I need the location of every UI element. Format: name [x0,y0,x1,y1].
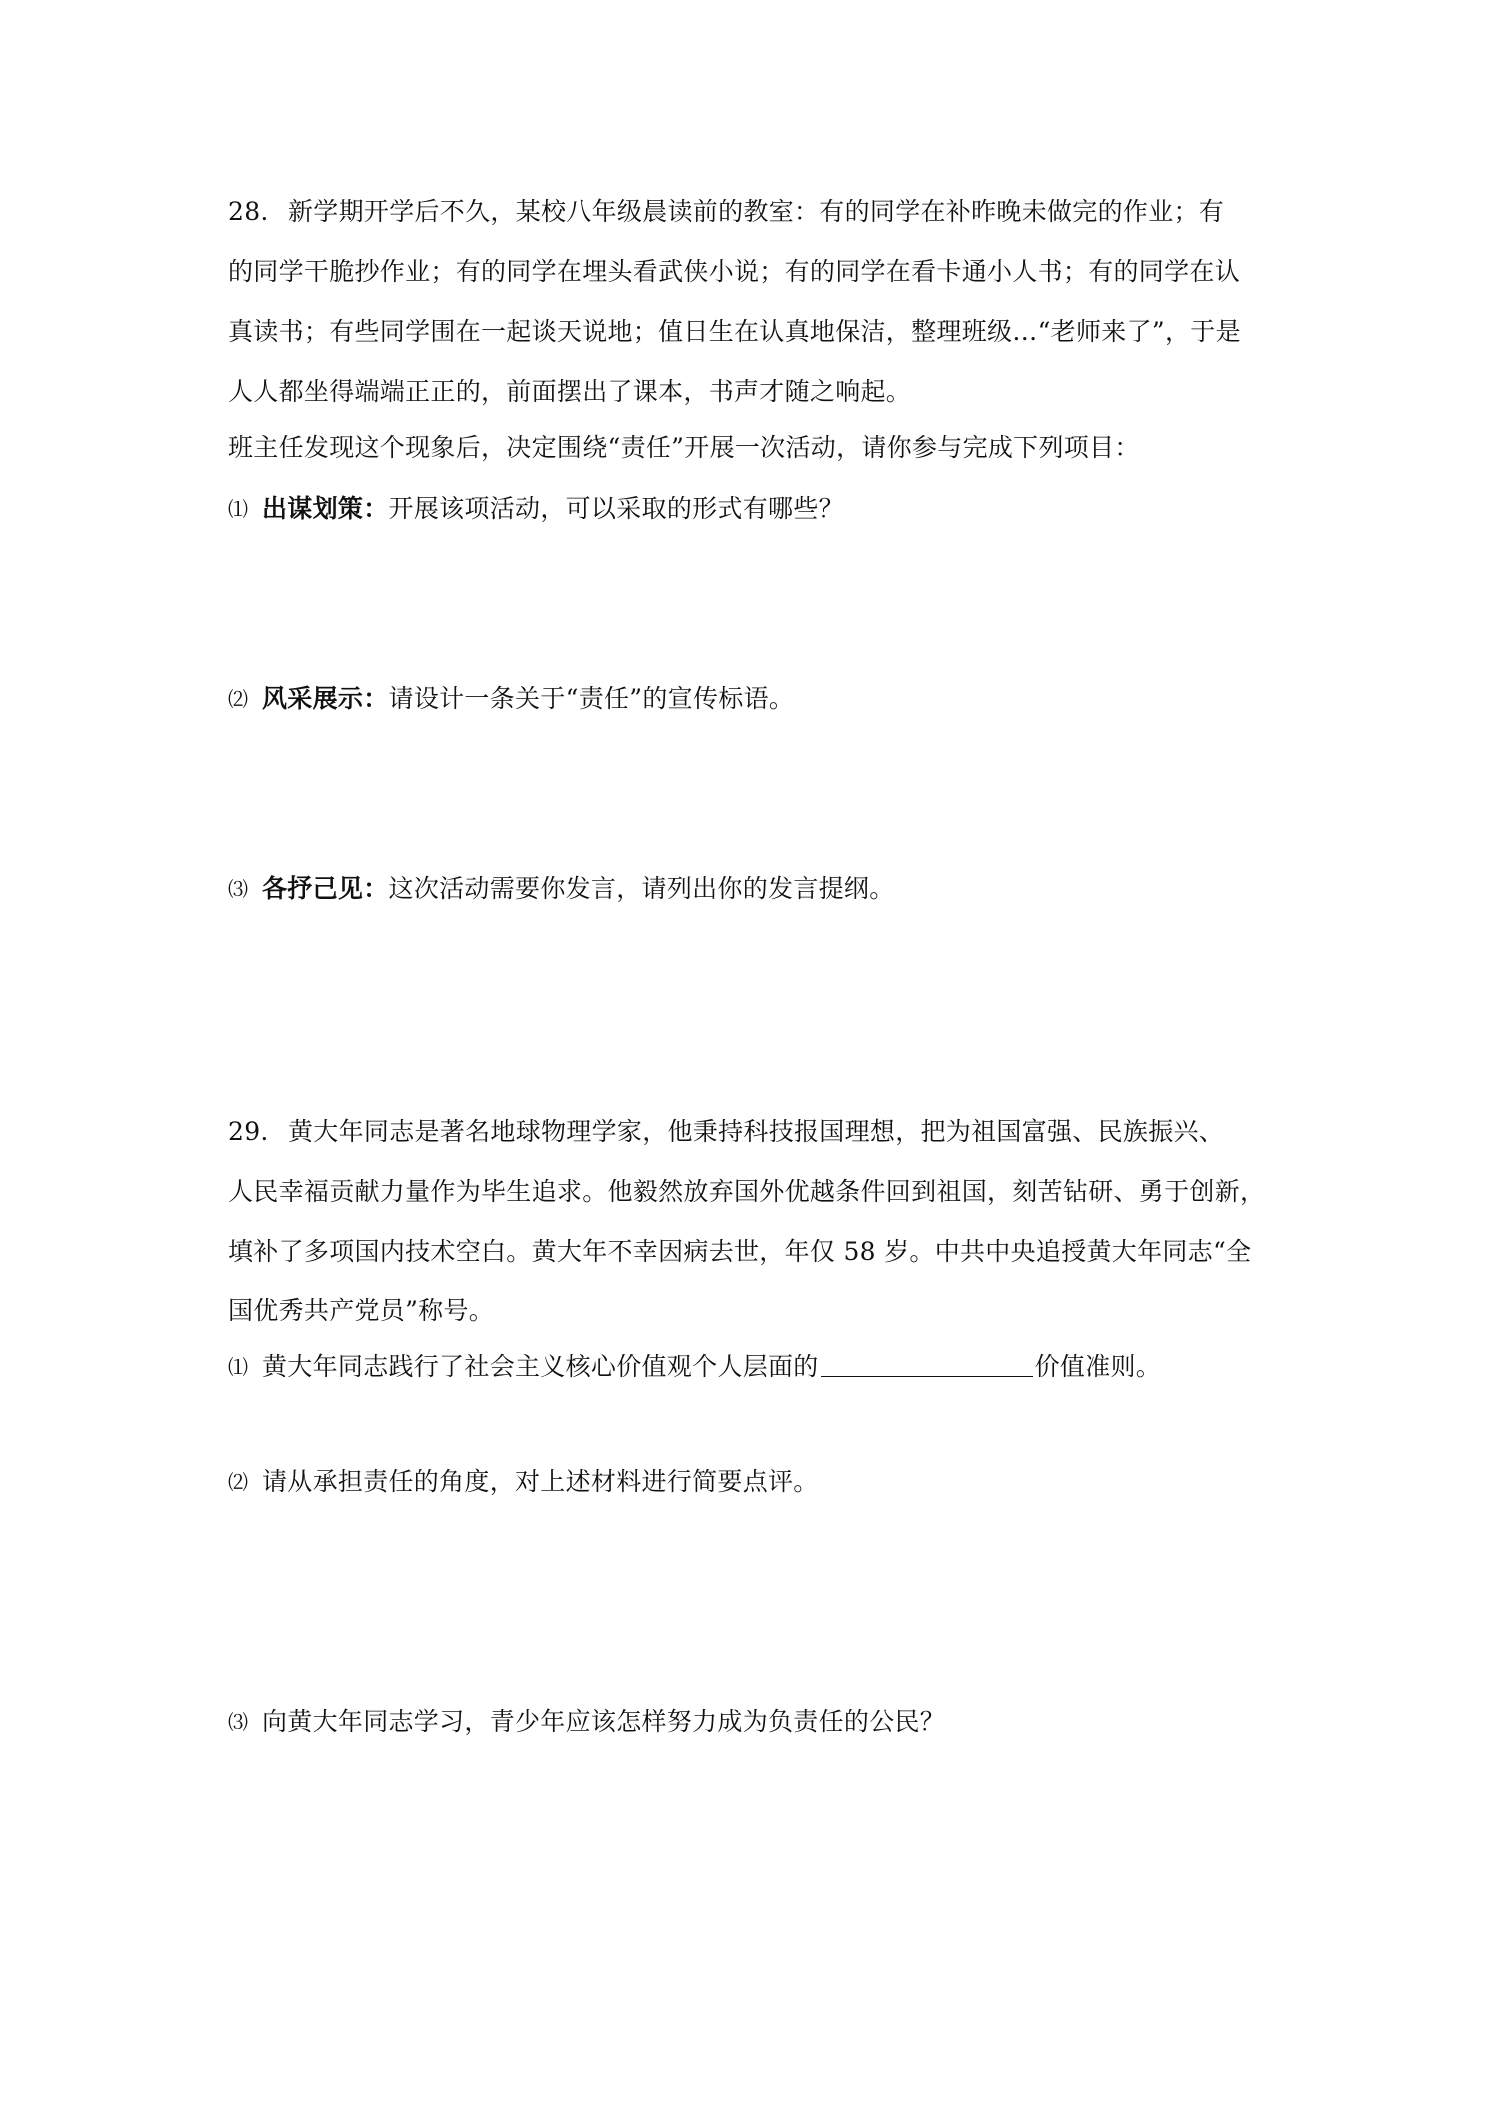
q28-sub-2-text: 请设计一条关于“责任”的宣传标语。 [388,684,795,713]
q29-line-4: 国优秀共产党员”称号。 [228,1296,495,1325]
q29-line-2: 人民幸福贡献力量作为毕生追求。他毅然放弃国外优越条件回到祖国，刻苦钻研、勇于创新， [228,1177,1266,1206]
q29-sub-3-text: 向黄大年同志学习，青少年应该怎样努力成为负责任的公民？ [262,1707,946,1736]
q28-sub-2 [228,681,794,717]
q28-sub-3 [228,871,895,907]
q28-sub-1 [228,491,844,527]
q29-sub-3-marker: ⑶ [228,1710,249,1734]
q29-sub-1-text-after: 价值准则。 [1034,1352,1162,1381]
q28-line-5: 班主任发现这个现象后，决定围绕“责任”开展一次活动，请你参与完成下列项目： [228,433,1140,462]
q28-line-2: 的同学干脆抄作业；有的同学在埋头看武侠小说；有的同学在看卡通小人书；有的同学在认 [228,257,1241,286]
q28-line-1 [228,194,1224,230]
q28-sub-1-text: 开展该项活动，可以采取的形式有哪些？ [388,494,844,523]
q29-sub-1 [228,1349,1161,1385]
q29-sub-2-text: 请从承担责任的角度，对上述材料进行简要点评。 [262,1467,819,1496]
q28-line-3: 真读书；有些同学围在一起谈天说地；值日生在认真地保洁，整理班级…“老师来了”，于是 [228,317,1241,346]
answer-blank[interactable] [821,1352,1033,1377]
q28-text-1: 新学期开学后不久，某校八年级晨读前的教室：有的同学在补昨晚未做完的作业；有 [288,197,1225,226]
q29-sub-1-marker: ⑴ [228,1355,249,1379]
q28-sub-3-text: 这次活动需要你发言，请列出你的发言提纲。 [388,874,895,903]
q28-sub-2-title: 风采展示： [262,684,389,713]
q28-number: 28. [228,197,269,226]
q28-sub-3-marker: ⑶ [228,877,249,901]
q28-sub-1-marker: ⑴ [228,497,249,521]
q29-line-3: 填补了多项国内技术空白。黄大年不幸因病去世，年仅 58 岁。中共中央追授黄大年同志“全 [228,1237,1252,1266]
q29-number: 29. [228,1117,269,1146]
q29-sub-1-text-before: 黄大年同志践行了社会主义核心价值观个人层面的 [262,1352,819,1381]
q28-sub-3-title: 各抒己见： [262,874,389,903]
q29-sub-3 [228,1704,945,1740]
q29-line-1 [228,1114,1224,1150]
q29-sub-2 [228,1464,819,1500]
q28-line-4: 人人都坐得端端正正的，前面摆出了课本，书声才随之响起。 [228,377,912,406]
q29-text-1: 黄大年同志是著名地球物理学家，他秉持科技报国理想，把为祖国富强、民族振兴、 [288,1117,1225,1146]
q28-sub-1-title: 出谋划策： [262,494,389,523]
q29-sub-2-marker: ⑵ [228,1470,249,1494]
q28-sub-2-marker: ⑵ [228,687,249,711]
